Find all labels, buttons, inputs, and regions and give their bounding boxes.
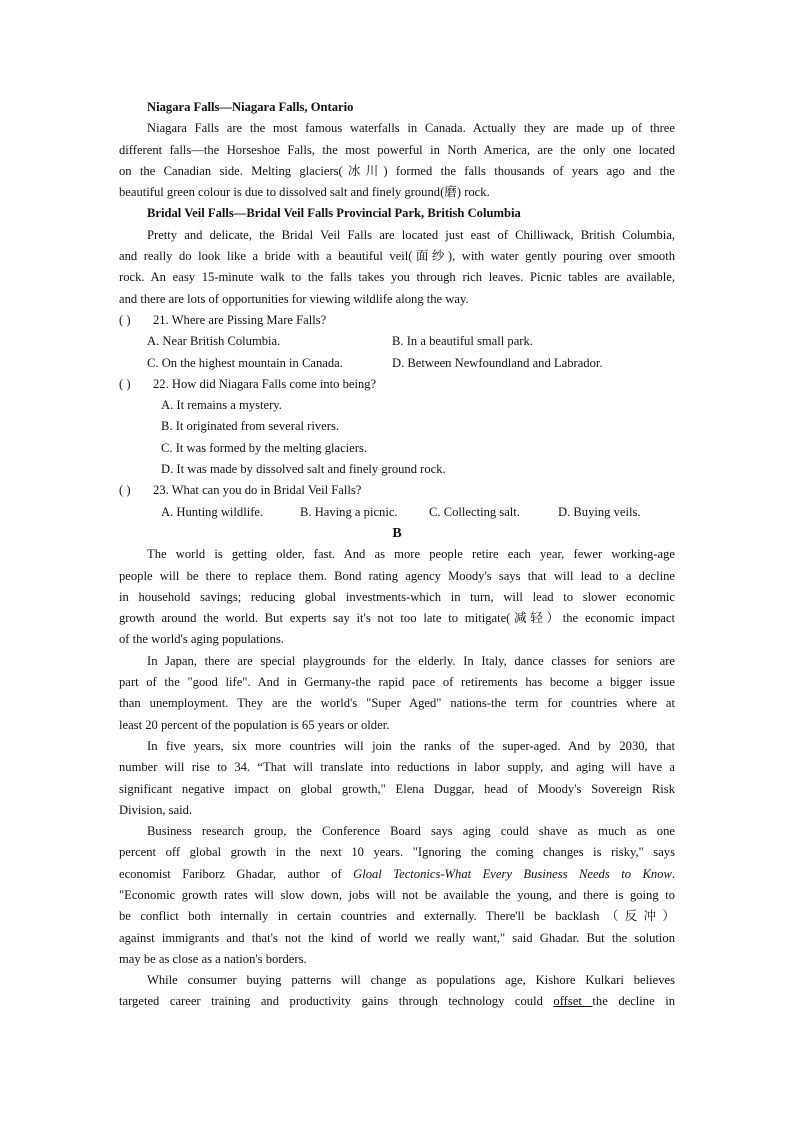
b-p4-line-4: "Economic growth rates will slow down, jobs will not be available the young, and there is going to (119, 887, 675, 902)
b-p4-line-2: percent off global growth in the next 10 years. "Ignoring the coming changes is risky," says (119, 845, 675, 860)
option-21-c: C. On the highest mountain in Canada. (147, 355, 343, 370)
bridal-line-3: rock. An easy 15-minute walk to the falls takes you through rich leaves. Picnic tables are available, (119, 270, 675, 285)
question-21-options-ab (119, 331, 675, 352)
option-22-a: A. It remains a mystery. (161, 398, 282, 413)
answer-blank-23[interactable]: ( ) (119, 483, 131, 498)
question-22 (119, 374, 675, 395)
niagara-line-4: beautiful green colour is due to dissolved salt and finely ground(磨) rock. (119, 185, 490, 200)
b-p1-line-3: in household savings; reducing global investments-which in turn, will lead to slower economic (119, 589, 675, 604)
b-p5-line-2-pre: targeted career training and productivity gains through technology could (119, 994, 554, 1009)
niagara-line-1: Niagara Falls are the most famous waterfalls in Canada. Actually they are made up of three (147, 121, 675, 136)
b-p4-line-7: may be as close as a nation's borders. (119, 951, 307, 966)
answer-blank-22[interactable]: ( ) (119, 376, 131, 391)
option-21-a: A. Near British Columbia. (147, 334, 281, 349)
b-p2-line-4: least 20 percent of the population is 65 years or older. (119, 717, 390, 732)
option-21-b: B. In a beautiful small park. (392, 334, 533, 349)
b-p1-line-4: growth around the world. But experts say it's not too late to mitigate(减轻）the economic impact (119, 611, 675, 626)
option-23-b: B. Having a picnic. (300, 504, 398, 519)
option-22-c: C. It was formed by the melting glaciers. (161, 440, 367, 455)
option-23-a: A. Hunting wildlife. (161, 504, 264, 519)
question-23 (119, 480, 675, 501)
section-b-heading: B (392, 525, 402, 541)
b-p3-line-4: Division, said. (119, 802, 193, 817)
niagara-heading: Niagara Falls—Niagara Falls, Ontario (147, 100, 354, 114)
b-p2-line-1: In Japan, there are special playgrounds for the elderly. In Italy, dance classes for seniors are (147, 653, 675, 668)
niagara-line-2: different falls—the Horseshoe Falls, the most powerful in North America, are the only one located (119, 142, 675, 157)
b-p5-line-2-post: the decline in (592, 994, 675, 1009)
b-p3-line-2: number will rise to 34. “That will translate into reductions in labor supply, and aging will have a (119, 760, 675, 775)
book-title: Gloal Tectonics-What Every Business Needs to Know (353, 866, 672, 881)
b-p4-line-5: be conflict both internally in certain countries and externally. There'll be backlash（反冲） (119, 909, 675, 924)
question-23-options (119, 502, 675, 523)
b-p2-line-3: than unemployment. They are the world's "Super Aged" nations-the term for countries where at (119, 696, 675, 711)
b-p1-line-2: people will be there to replace them. Bond rating agency Moody's says that will lead to a decline (119, 568, 675, 583)
question-21 (119, 310, 675, 331)
niagara-line-3: on the Canadian side. Melting glaciers(冰川) formed the falls thousands of years ago and the (119, 163, 675, 178)
document-page (119, 97, 675, 1013)
b-p2-line-2: part of the "good life". And in Germany-the rapid pace of retirements has become a bigger issue (119, 675, 675, 690)
b-p3-line-1: In five years, six more countries will join the ranks of the super-aged. And by 2030, that (147, 738, 675, 753)
question-22-text: 22. How did Niagara Falls come into being? (153, 376, 377, 391)
b-p5-line-1: While consumer buying patterns will change as populations age, Kishore Kulkari believes (147, 973, 675, 988)
option-23-d: D. Buying veils. (558, 504, 641, 519)
b-p4-line-6: against immigrants and that's not the kind of world we really want," said Ghadar. But the solution (119, 930, 675, 945)
b-p5-line-2 (119, 991, 675, 1012)
question-23-text: 23. What can you do in Bridal Veil Falls? (153, 483, 362, 498)
option-21-d: D. Between Newfoundland and Labrador. (392, 355, 603, 370)
answer-blank-21[interactable]: ( ) (119, 312, 131, 327)
b-p4-line-3-pre: economist Fariborz Ghadar, author of (119, 866, 354, 881)
bridal-line-4: and there are lots of opportunities for viewing wildlife along the way. (119, 291, 469, 306)
b-p3-line-3: significant negative impact on global growth," Elena Duggar, head of Moody's Sovereign Risk (119, 781, 675, 796)
b-p4-line-1: Business research group, the Conference Board says aging could shave as much as one (147, 824, 675, 839)
b-p1-line-5: of the world's aging populations. (119, 632, 284, 647)
option-22-d: D. It was made by dissolved salt and finely ground rock. (161, 462, 446, 477)
bridal-heading: Bridal Veil Falls—Bridal Veil Falls Provincial Park, British Columbia (147, 206, 521, 221)
b-p4-line-3 (119, 864, 675, 885)
option-22-b: B. It originated from several rivers. (161, 419, 340, 434)
bridal-line-1: Pretty and delicate, the Bridal Veil Falls are located just east of Chilliwack, British Columbia, (147, 227, 675, 242)
b-p1-line-1: The world is getting older, fast. And as more people retire each year, fewer working-age (147, 547, 675, 562)
underlined-word-offset: offset (553, 994, 593, 1009)
question-21-text: 21. Where are Pissing Mare Falls? (153, 312, 327, 327)
bridal-line-2: and really do look like a bride with a beautiful veil(面纱), with water gently pouring over smooth (119, 249, 675, 264)
option-23-c: C. Collecting salt. (429, 504, 520, 519)
question-21-options-cd (119, 353, 675, 374)
b-p4-line-3-post: . (671, 866, 676, 881)
